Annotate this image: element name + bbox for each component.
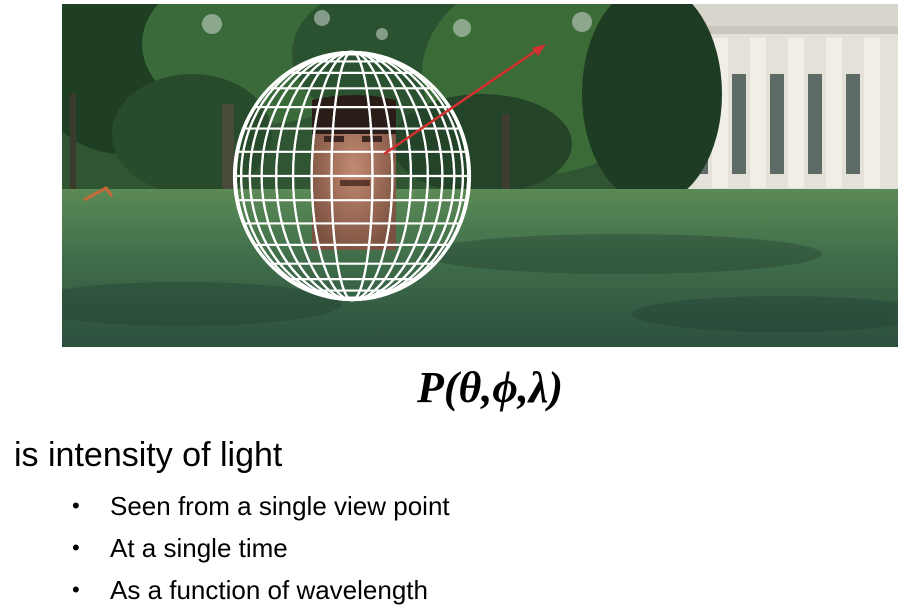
- lead-text: is intensity of light: [14, 436, 283, 474]
- plenoptic-sphere-photo: [62, 4, 898, 347]
- bullet-dot-icon: •: [72, 535, 80, 560]
- bullet-item: [72, 487, 450, 529]
- face-inside-sphere: [312, 95, 396, 250]
- bullet-text: As a function of wavelength: [110, 575, 428, 605]
- bullet-dot-icon: •: [72, 577, 80, 602]
- bullet-item: [72, 571, 450, 613]
- bullet-text: At a single time: [110, 533, 288, 563]
- bullet-list: [72, 487, 450, 613]
- bullet-text: Seen from a single view point: [110, 491, 450, 521]
- plenoptic-formula: P(θ,ϕ,λ): [416, 363, 563, 412]
- bullet-item: [72, 529, 450, 571]
- sphere-wireframe: [234, 52, 470, 300]
- bullet-dot-icon: •: [72, 493, 80, 518]
